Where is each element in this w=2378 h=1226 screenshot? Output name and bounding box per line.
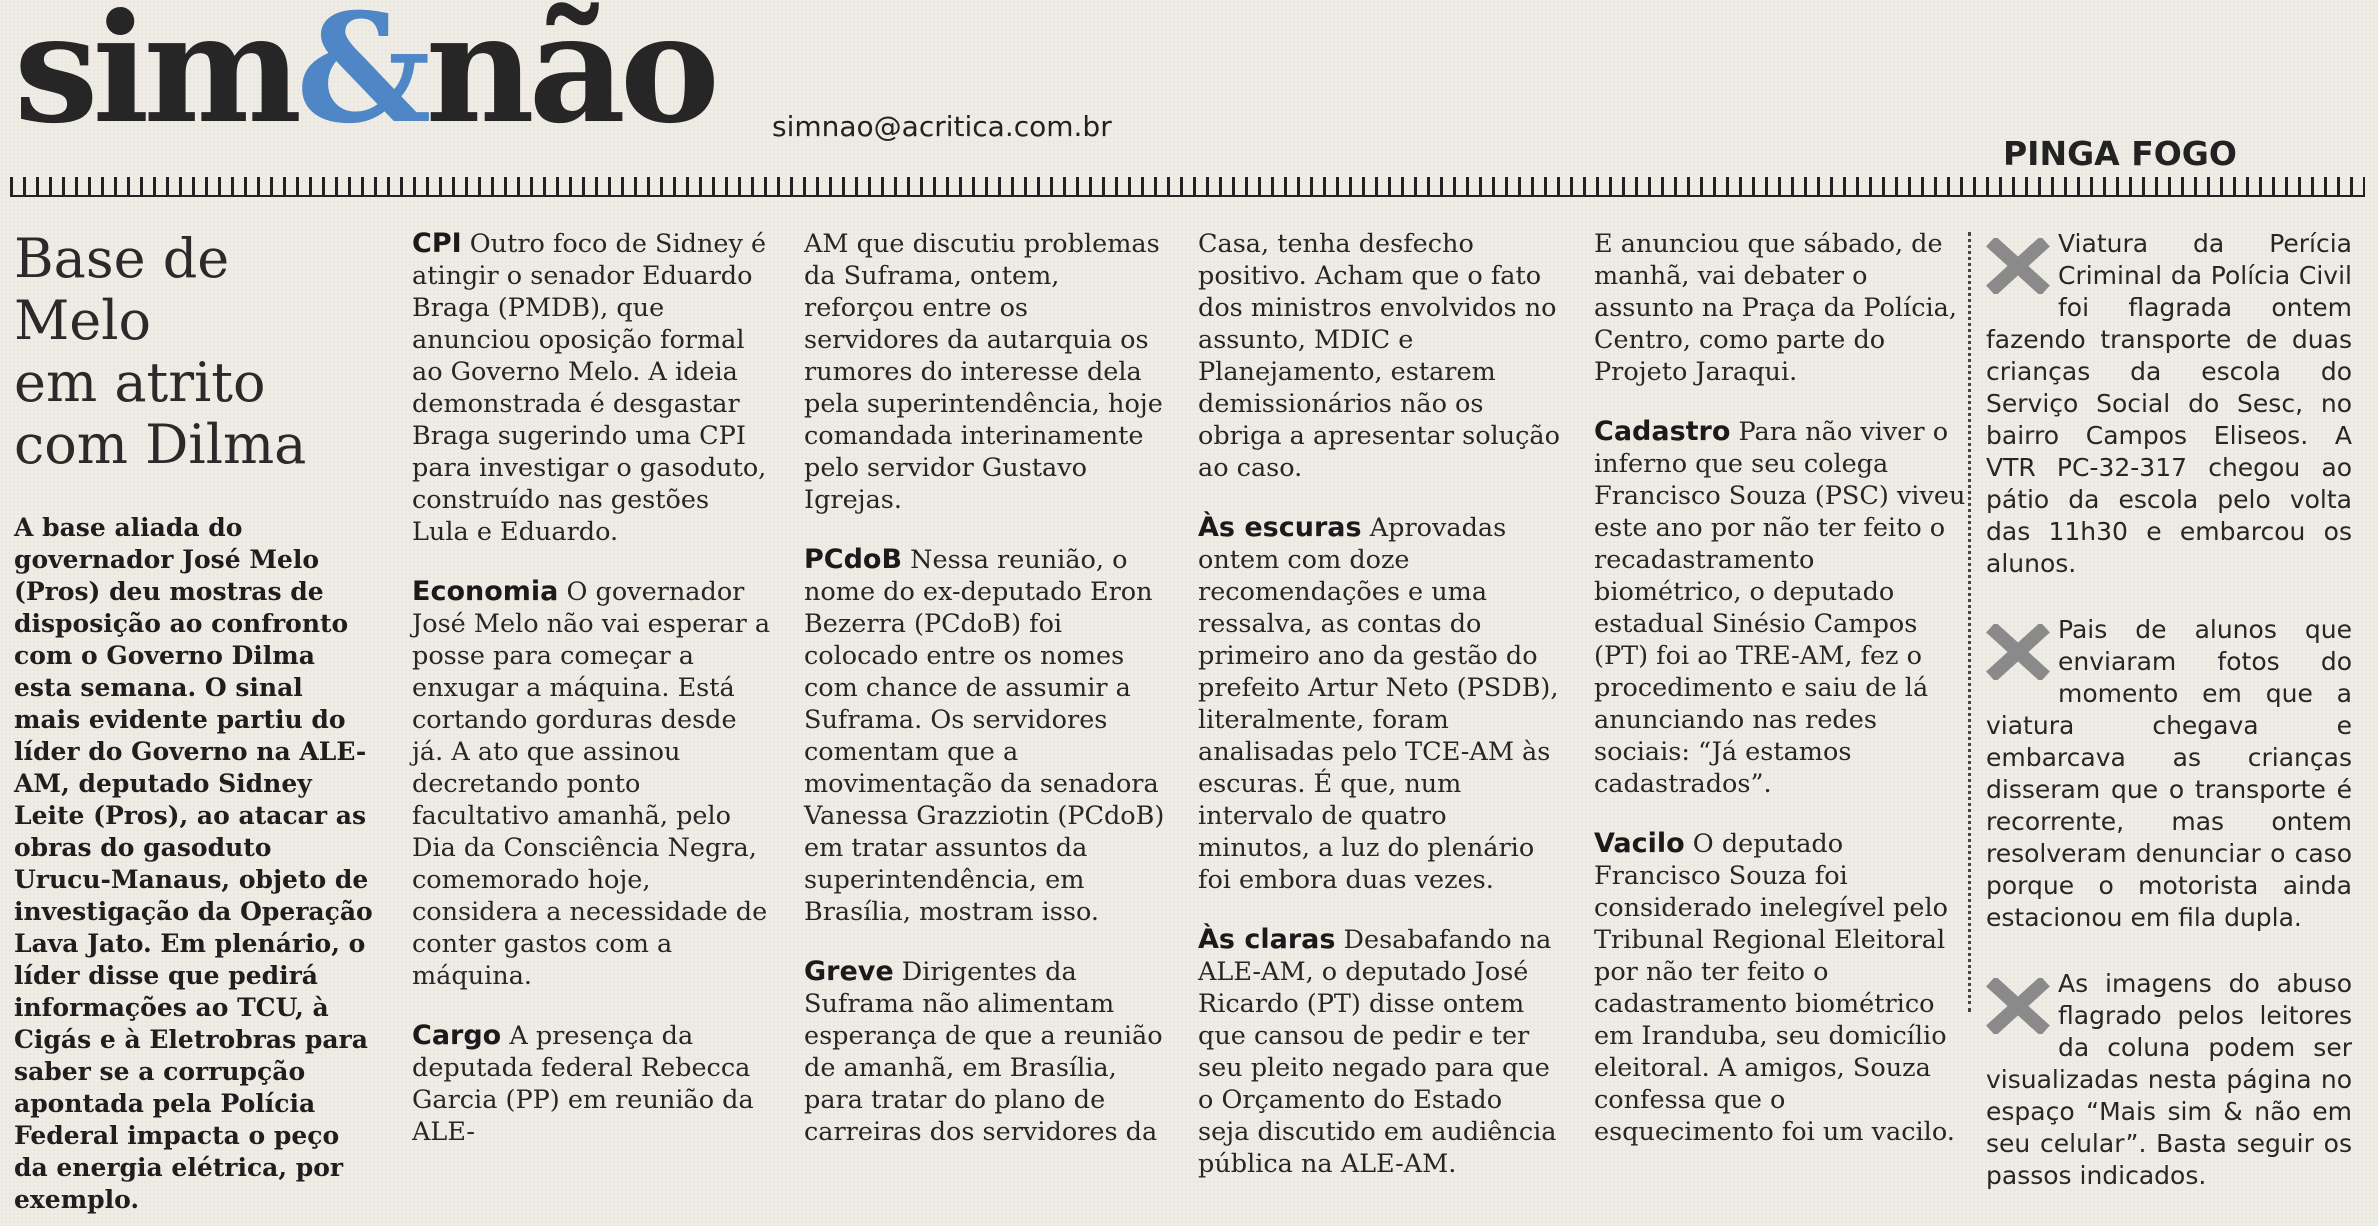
note-kicker: Economia	[412, 576, 559, 607]
note-kicker: Vacilo	[1594, 828, 1685, 859]
note-text: O governador José Melo não vai esperar a posse para começar a enxugar a máquina. Está cortando gorduras desde já. A ato que assinou decretando ponto facultativo amanhã, pelo Dia da Consciência Negra, comemorado hoje, considera a necessidade de conter gastos com a máquina.	[412, 577, 771, 991]
column-2	[412, 228, 772, 1176]
note-cadastro	[1594, 416, 1966, 800]
note-text: Desabafando na ALE-AM, o deputado José Ricardo (PT) disse ontem que cansou de pedir e ter seu pleito negado para que o Orçamento do Estado seja discutido em audiência pública na ALE-AM.	[1198, 925, 1557, 1179]
note-pcdob	[804, 544, 1166, 928]
note-kicker: PCdoB	[804, 544, 903, 575]
note-text: E anunciou que sábado, de manhã, vai debater o assunto na Praça da Polícia, Centro, como parte do Projeto Jaraqui.	[1594, 229, 1957, 387]
note-greve	[804, 956, 1166, 1148]
logo-nao: não	[425, 0, 714, 157]
note-text: Dirigentes da Suframa não alimentam esperança de que a reunião de amanhã, em Brasília, para tratar do plano de carreiras dos servidores da	[804, 957, 1163, 1147]
pinga-fogo-item	[1986, 968, 2352, 1192]
note-text: A presença da deputada federal Rebecca Garcia (PP) em reunião da ALE-	[412, 1021, 754, 1147]
pinga-fogo-item	[1986, 228, 2352, 580]
note-kicker: Greve	[804, 956, 894, 987]
note-as-escuras	[1198, 512, 1560, 896]
pinga-fogo-text: As imagens do abuso flagrado pelos leitores da coluna podem ser visualizadas nesta página no espaço “Mais sim & não em seu celular”. Basta seguir os passos indicados.	[1986, 969, 2352, 1190]
note-kicker: Cadastro	[1594, 416, 1731, 447]
note-text: O deputado Francisco Souza foi considerado inelegível pelo Tribunal Regional Eleitoral por não ter feito o cadastramento biométrico em Iranduba, seu domicílio eleitoral. A amigos, Souza confessa que o esquecimento foi um vacilo.	[1594, 829, 1955, 1147]
note-as-claras-continued	[1594, 228, 1966, 388]
pinga-fogo-column	[1986, 228, 2352, 1226]
note-text: AM que discutiu problemas da Suframa, ontem, reforçou entre os servidores da autarquia os rumores do interesse dela pela superintendência, hoje comandada interinamente pelo servidor Gustavo Igrejas.	[804, 229, 1163, 515]
column-3	[804, 228, 1166, 1176]
note-greve-continued	[1198, 228, 1560, 484]
note-text: Outro foco de Sidney é atingir o senador Eduardo Braga (PMDB), que anunciou oposição formal ao Governo Melo. A ideia demonstrada é desgastar Braga sugerindo uma CPI para investigar o gasoduto, construído nas gestões Lula e Eduardo.	[412, 229, 767, 547]
headline-line: em atrito	[14, 351, 266, 414]
column-5	[1594, 228, 1966, 1176]
note-kicker: Às escuras	[1198, 512, 1362, 543]
column-4	[1198, 228, 1560, 1208]
column-logo	[14, 0, 714, 157]
header-tick-rule	[10, 177, 2365, 197]
note-text: Nessa reunião, o nome do ex-deputado Eron Bezerra (PCdoB) foi colocado entre os nomes com chance de assumir a Suframa. Os servidores comentam que a movimentação da senadora Vanessa Grazziotin (PCdoB) em tratar assuntos da superintendência, em Brasília, mostram isso.	[804, 545, 1165, 927]
pinga-fogo-item	[1986, 614, 2352, 934]
x-mark-icon	[1986, 238, 2050, 294]
headline-line: Base de Melo	[14, 227, 230, 352]
note-text: Aprovadas ontem com doze recomendações e uma ressalva, as contas do primeiro ano da gestão do prefeito Artur Neto (PSDB), literalmente, foram analisadas pelo TCE-AM às escuras. É que, num intervalo de quatro minutos, a luz do plenário foi embora duas vezes.	[1198, 513, 1559, 895]
note-cargo	[412, 1020, 772, 1148]
note-cpi	[412, 228, 772, 548]
headline-line: com Dilma	[14, 413, 307, 476]
column-divider	[1968, 232, 1971, 1012]
x-mark-icon	[1986, 978, 2050, 1034]
section-label-pinga-fogo: PINGA FOGO	[2003, 134, 2237, 173]
note-cargo-continued	[804, 228, 1166, 516]
note-economia	[412, 576, 772, 992]
logo-sim: sim	[14, 0, 297, 157]
headline	[14, 228, 374, 476]
note-as-claras	[1198, 924, 1560, 1180]
pinga-fogo-text: Pais de alunos que enviaram fotos do momento em que a viatura chegava e embarcava as crianças disseram que o transporte é recorrente, mas ontem resolveram denunciar o caso porque o motorista ainda estacionou em fila dupla.	[1986, 615, 2352, 932]
x-mark-icon	[1986, 624, 2050, 680]
column-1	[14, 228, 374, 1216]
note-text: Casa, tenha desfecho positivo. Acham que o fato dos ministros envolvidos no assunto, MDIC e Planejamento, estarem demissionários não os obriga a apresentar solução ao caso.	[1198, 229, 1560, 483]
note-kicker: Às claras	[1198, 924, 1336, 955]
note-kicker: CPI	[412, 228, 462, 259]
contact-email[interactable]: simnao@acritica.com.br	[772, 110, 1112, 143]
note-kicker: Cargo	[412, 1020, 502, 1051]
lead-paragraph: A base aliada do governador José Melo (Pros) deu mostras de disposição ao confronto com o Governo Dilma esta semana. O sinal mais evidente partiu do líder do Governo na ALE-AM, deputado Sidney Leite (Pros), ao atacar as obras do gasoduto Urucu-Manaus, objeto de investigação da Operação Lava Jato. Em plenário, o líder disse que pedirá informações ao TCU, à Cigás e à Eletrobras para saber se a corrupção apontada pela Polícia Federal impacta o peço da energia elétrica, por exemplo.	[14, 513, 373, 1214]
logo-ampersand: &	[296, 0, 426, 157]
pinga-fogo-text: Viatura da Perícia Criminal da Polícia Civil foi flagrada ontem fazendo transporte de duas crianças da escola do Serviço Social do Sesc, no bairro Campos Eliseos. A VTR PC-32-317 chegou ao pátio da escola pelo volta das 11h30 e embarcou os alunos.	[1986, 229, 2352, 578]
note-vacilo	[1594, 828, 1966, 1148]
note-text: Para não viver o inferno que seu colega Francisco Souza (PSC) viveu este ano por não ter feito o recadastramento biométrico, o deputado estadual Sinésio Campos (PT) foi ao TRE-AM, fez o procedimento e saiu de lá anunciando nas redes sociais: “Já estamos cadastrados”.	[1594, 417, 1966, 799]
